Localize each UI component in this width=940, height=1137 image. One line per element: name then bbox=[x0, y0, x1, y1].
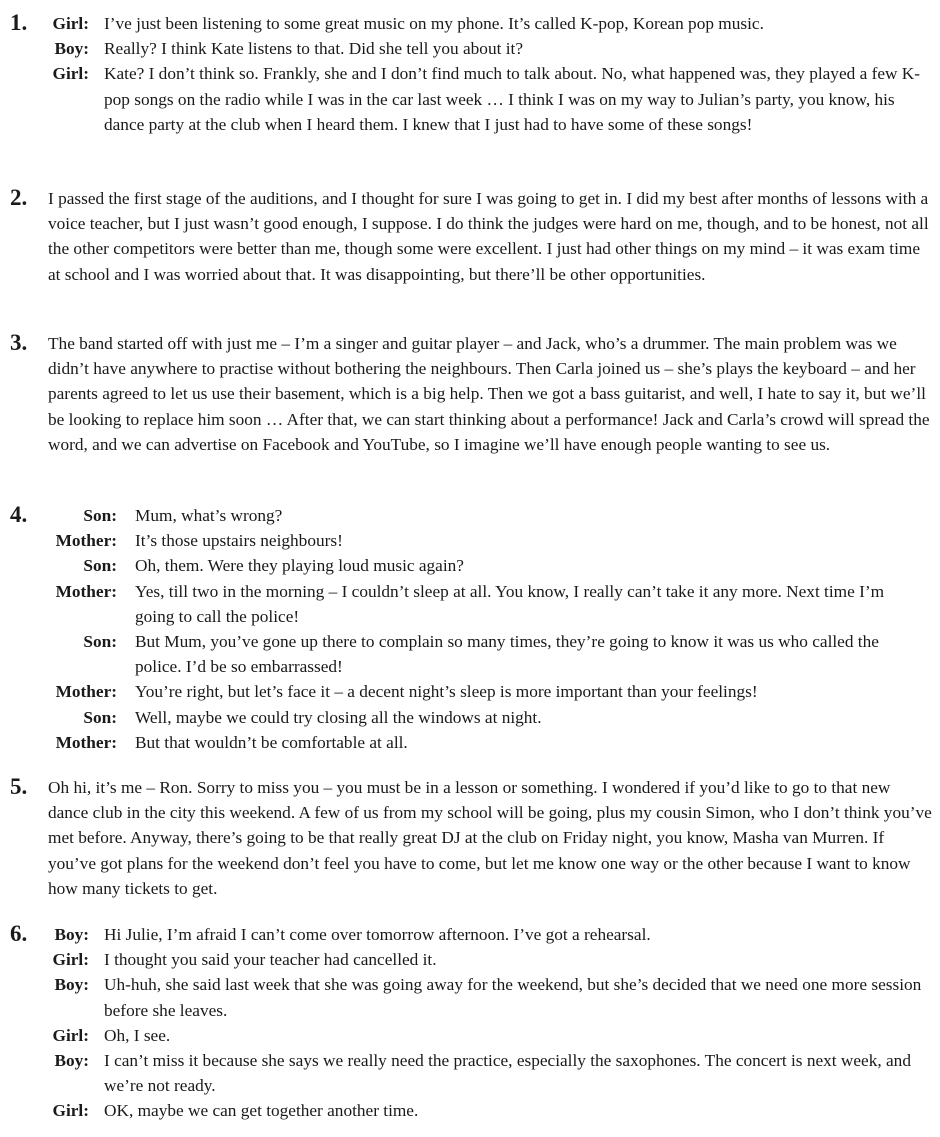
item-number: 2. bbox=[10, 185, 28, 210]
speaker-label: Boy: bbox=[54, 39, 89, 59]
utterance: Mum, what’s wrong? bbox=[135, 506, 283, 525]
speaker-label: Girl: bbox=[52, 1101, 89, 1121]
utterance: I’ve just been listening to some great music on my phone. It’s called K-pop, Korean pop music. bbox=[104, 14, 764, 33]
dialogue-turn bbox=[0, 1023, 940, 1048]
utterance: Well, maybe we could try closing all the windows at night. bbox=[135, 707, 542, 727]
dialogue-turn bbox=[0, 1098, 940, 1123]
dialogue-turn bbox=[0, 972, 940, 1022]
speaker-label: Girl: bbox=[52, 64, 89, 84]
dialogue-turn bbox=[0, 679, 940, 704]
dialogue-turn bbox=[0, 947, 940, 972]
dialogue-turn bbox=[0, 553, 940, 578]
speaker-label: Mother: bbox=[55, 581, 117, 601]
utterance: I thought you said your teacher had cancelled it. bbox=[104, 950, 437, 970]
speaker-label: Mother: bbox=[55, 682, 117, 702]
speaker-label: Mother: bbox=[55, 531, 117, 551]
dialogue-turn bbox=[0, 61, 940, 137]
dialogue-turn bbox=[0, 922, 940, 947]
dialogue bbox=[0, 922, 940, 1124]
speaker-label: Boy: bbox=[54, 1051, 89, 1071]
utterance: Uh-huh, she said last week that she was going away for the weekend, but she’s decided that we need one more session before she leaves. bbox=[104, 975, 922, 1020]
monologue-paragraph: The band started off with just me – I’m a singer and guitar player – and Jack, who’s a drummer. The main problem was we didn’t have anywhere to practise without bothering the neighbours. Then Carla joined us – she’s plays the keyboard – and her parents agreed to let us use their basement, which is a big help. Then we got a bass guitarist, and well, I hate to say it, but we’ll be looking to replace him soon … After that, we can start thinking about a performance! Jack and Carla’s crowd will spread the word, and we can advertise on Facebook and YouTube, so I imagine we’ll have enough people wanting to see us. bbox=[48, 334, 930, 454]
speaker-label: Son: bbox=[83, 556, 117, 576]
utterance: OK, maybe we can get together another time. bbox=[104, 1101, 419, 1121]
utterance: Oh, them. Were they playing loud music again? bbox=[135, 556, 464, 576]
utterance: Really? I think Kate listens to that. Did she tell you about it? bbox=[104, 39, 523, 59]
speaker-label: Girl: bbox=[52, 950, 89, 970]
item-number: 1. bbox=[10, 10, 28, 35]
utterance: But Mum, you’ve gone up there to complain so many times, they’re going to know it was us who called the police. I’d be so embarrassed! bbox=[135, 632, 879, 677]
utterance: But that wouldn’t be comfortable at all. bbox=[135, 732, 408, 752]
speaker-label: Girl: bbox=[52, 1025, 89, 1045]
dialogue-turn bbox=[0, 1048, 940, 1098]
utterance: Hi Julie, I’m afraid I can’t come over tomorrow afternoon. I’ve got a rehearsal. bbox=[104, 925, 651, 944]
item-number: 5. bbox=[10, 774, 28, 799]
speaker-label: Son: bbox=[83, 506, 117, 525]
item-number: 4. bbox=[10, 502, 28, 527]
speaker-label: Boy: bbox=[54, 975, 89, 995]
dialogue bbox=[0, 11, 940, 137]
utterance: Yes, till two in the morning – I couldn’t sleep at all. You know, I really can’t take it any more. Next time I’m going to call the police! bbox=[135, 581, 885, 626]
utterance: Oh, I see. bbox=[104, 1025, 171, 1045]
dialogue-turn bbox=[0, 705, 940, 730]
speaker-label: Girl: bbox=[52, 14, 89, 33]
speaker-label: Son: bbox=[83, 707, 117, 727]
monologue-paragraph: I passed the first stage of the auditions, and I thought for sure I was going to get in. I did my best after months of lessons with a voice teacher, but I just wasn’t good enough, I suppose. I do think the judges were hard on me, though, and to be honest, not all the other competitors were better than me, though some were excellent. I just had other things on my mind – it was exam time at school and I was worried about that. It was disappointing, but there’ll be other opportunities. bbox=[48, 189, 929, 284]
dialogue-turn bbox=[0, 730, 940, 755]
utterance: I can’t miss it because she says we really need the practice, especially the saxophones. The concert is next week, and we’re not ready. bbox=[104, 1051, 911, 1096]
utterance: Kate? I don’t think so. Frankly, she and I don’t find much to talk about. No, what happened was, they played a few K-pop songs on the radio while I was in the car last week … I think I was on my way to Julian’s party, you know, his dance party at the club when I heard them. I knew that I just had to have some of these songs! bbox=[104, 64, 921, 134]
dialogue-turn bbox=[0, 579, 940, 629]
utterance: It’s those upstairs neighbours! bbox=[135, 531, 343, 551]
dialogue-turn bbox=[0, 629, 940, 679]
dialogue-turn bbox=[0, 528, 940, 553]
speaker-label: Son: bbox=[83, 632, 117, 652]
item-number: 6. bbox=[10, 921, 28, 946]
dialogue bbox=[0, 503, 940, 755]
speaker-label: Mother: bbox=[55, 732, 117, 752]
item-number: 3. bbox=[10, 330, 28, 355]
speaker-label: Boy: bbox=[54, 925, 89, 944]
dialogue-turn bbox=[0, 11, 940, 36]
monologue-paragraph: Oh hi, it’s me – Ron. Sorry to miss you – you must be in a lesson or something. I wondered if you’d like to go to that new dance club in the city this weekend. A few of us from my school will be going, plus my cousin Simon, who I don’t think you’ve met before. Anyway, there’s going to be that really great DJ at the club on Friday night, you know, Masha van Murren. If you’ve got plans for the weekend don’t feel you have to come, but let me know one way or the other because I want to know how many tickets to get. bbox=[48, 778, 932, 898]
dialogue-turn bbox=[0, 503, 940, 528]
dialogue-turn bbox=[0, 36, 940, 61]
utterance: You’re right, but let’s face it – a decent night’s sleep is more important than your feelings! bbox=[135, 682, 758, 702]
